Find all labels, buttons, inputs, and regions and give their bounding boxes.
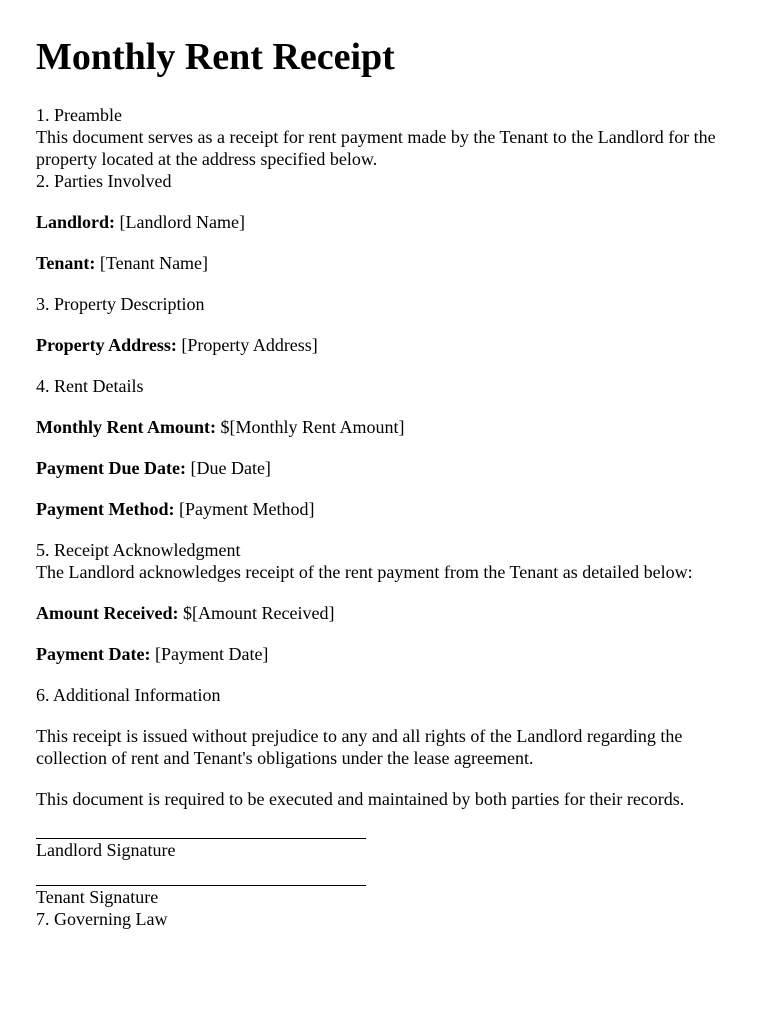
section-rent-details [36,375,734,520]
amount-received-value: $[Amount Received] [182,603,335,623]
section-signatures [36,838,734,908]
property-address-label: Property Address: [36,335,177,355]
governing-law-heading: 7. Governing Law [36,909,168,929]
additional-paragraph-2: This document is required to be executed and maintained by both parties for their records. [36,789,685,809]
section-additional [36,684,734,810]
tenant-label: Tenant: [36,253,96,273]
section-property [36,293,734,356]
landlord-label: Landlord: [36,212,116,232]
landlord-value: [Landlord Name] [119,212,245,232]
acknowledgment-text: The Landlord acknowledges receipt of the rent payment from the Tenant as detailed below: [36,562,693,582]
monthly-rent-value: $[Monthly Rent Amount] [220,417,405,437]
landlord-signature-label: Landlord Signature [36,840,176,860]
section-parties [36,170,734,274]
due-date-label: Payment Due Date: [36,458,186,478]
tenant-value: [Tenant Name] [99,253,209,273]
acknowledgment-heading: 5. Receipt Acknowledgment [36,540,241,560]
additional-heading: 6. Additional Information [36,685,221,705]
section-acknowledgment [36,539,734,665]
due-date-value: [Due Date] [190,458,271,478]
property-heading: 3. Property Description [36,294,205,314]
rent-heading: 4. Rent Details [36,376,144,396]
payment-date-label: Payment Date: [36,644,151,664]
tenant-signature-label: Tenant Signature [36,887,159,907]
preamble-heading: 1. Preamble [36,105,122,125]
monthly-rent-label: Monthly Rent Amount: [36,417,217,437]
payment-method-field [36,498,734,520]
additional-paragraph-1: This receipt is issued without prejudice to any and all rights of the Landlord regarding the collection of rent and Tenant's obligations under the lease agreement. [36,726,683,768]
amount-received-field [36,602,734,624]
property-address-field [36,334,734,356]
payment-method-value: [Payment Method] [178,499,315,519]
due-date-field [36,457,734,479]
payment-method-label: Payment Method: [36,499,175,519]
parties-heading: 2. Parties Involved [36,171,172,191]
tenant-field [36,252,734,274]
section-preamble [36,104,734,170]
payment-date-value: [Payment Date] [154,644,269,664]
document-title: Monthly Rent Receipt [36,36,395,78]
monthly-rent-field [36,416,734,438]
amount-received-label: Amount Received: [36,603,179,623]
landlord-field [36,211,734,233]
payment-date-field [36,643,734,665]
preamble-text: This document serves as a receipt for rent payment made by the Tenant to the Landlord for the property located at the address specified below. [36,127,716,169]
property-address-value: [Property Address] [181,335,318,355]
